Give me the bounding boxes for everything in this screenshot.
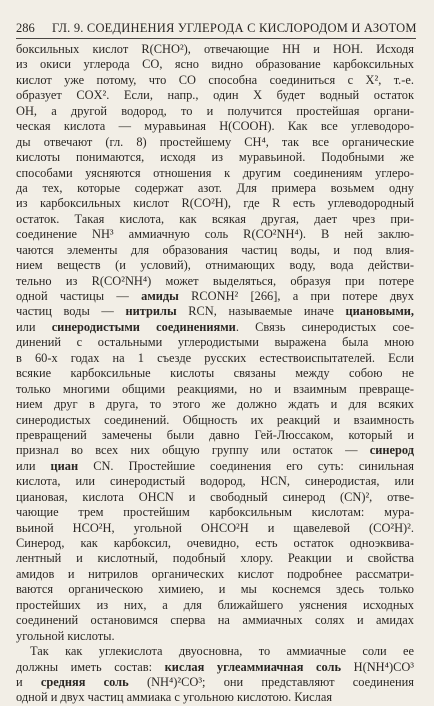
text-segment: да тех, которые содержат азот. Для примера возьмем одну <box>16 180 414 195</box>
text-line <box>16 258 414 273</box>
text-segment: или <box>16 458 51 473</box>
text-line <box>16 243 414 258</box>
header-rule <box>16 38 416 39</box>
text-line <box>16 289 414 304</box>
text-line <box>16 505 414 520</box>
page-header <box>16 20 416 36</box>
text-line <box>16 536 414 551</box>
text-line <box>16 629 414 644</box>
text-line <box>16 274 414 289</box>
text-segment: Так как углекислота двуосновна, то аммиачные соли ее <box>30 644 414 659</box>
text-segment: кислот уже потому, что CO способна соединиться с X², т.-е. <box>16 72 414 87</box>
text-segment: соединение NH³ аммиачную соль R(CO²NH⁴). В ней заклю- <box>16 227 414 242</box>
text-segment: ваются органическою химиею, и мы коснемся здесь только <box>16 582 414 597</box>
text-segment: ды отвечают (гл. 8) простейшему CH⁴, так все органические <box>16 134 414 149</box>
bold-term: амиды <box>141 289 179 303</box>
text-line <box>16 413 414 428</box>
running-title: ГЛ. 9. СОЕДИНЕНИЯ УГЛЕРОДА С КИСЛОРОДОМ И АЗОТОМ <box>52 21 417 35</box>
text-segment: остаток. Такая кислота, как всякая другая, дает чрез при- <box>16 211 414 226</box>
text-segment: RCN, называемые иначе <box>176 304 346 319</box>
text-segment: признал во всех них общую группу или остаток — <box>16 443 370 458</box>
text-line <box>16 490 414 505</box>
text-line <box>16 304 414 319</box>
bold-term: средняя соль <box>40 674 129 689</box>
text-segment: динений с остальными углеродистыми выражена была мною <box>16 335 414 350</box>
text-line <box>16 104 414 119</box>
text-line <box>16 521 414 536</box>
text-segment: чаются элементы для образования частиц воды, и под влия- <box>16 242 414 257</box>
text-segment: угольной кислоты. <box>16 628 115 643</box>
text-segment: циановая, кислота OHCN и свободный синерод (CN)², отве- <box>16 489 414 504</box>
bold-term: синерод <box>369 443 414 458</box>
text-line <box>16 675 414 690</box>
text-line <box>16 181 414 196</box>
text-segment: в 60-х годах на 1 съезде русских естествоиспытателей. Если <box>16 350 414 365</box>
text-line <box>16 690 414 705</box>
text-segment: лентный и кислотный, подобный хлору. Реакции и свойства <box>16 551 414 566</box>
text-segment: одной и двух частиц аммиака с угольною кислотою. Кислая <box>16 690 333 705</box>
text-segment: всякие карбоксильные кислоты связаны между собою не <box>16 366 414 381</box>
text-segment: нием друг в друга, то этого же должно ждать и для всяких <box>16 397 414 412</box>
text-segment: RCONH² [266], а при потере двух <box>178 289 414 303</box>
text-segment: превращений замечены были давно Гей-Люссаком, который и <box>16 427 414 442</box>
text-line <box>16 57 414 72</box>
text-line <box>16 135 414 150</box>
bold-term: нитрилы <box>125 304 177 319</box>
text-line <box>16 660 414 675</box>
body-text <box>16 42 414 706</box>
text-line <box>16 644 414 659</box>
text-line <box>16 212 414 227</box>
text-segment: синеродистых соединений. Общность их реакций и взаимность <box>16 412 414 427</box>
text-segment: способами уясняются отношения к другим соединениям углеро- <box>16 165 414 180</box>
text-segment: одной частицы — <box>16 289 142 303</box>
text-line <box>16 88 414 103</box>
text-segment: только многими общими реакциями, но и взаимным превраще- <box>16 381 414 396</box>
text-line <box>16 443 414 458</box>
text-line <box>16 366 414 381</box>
text-segment: из окиси углерода CO, ясно видно образование карбоксильных <box>16 57 414 72</box>
text-segment: вьиной HCO²H, угольной OHCO²H и щавелевой (CO²H)². <box>16 520 414 535</box>
text-segment: ческая кислота — муравьиная H(COOH). Как все углеводоро- <box>16 119 414 134</box>
text-line <box>16 598 414 613</box>
text-line <box>16 196 414 211</box>
text-segment: . Связь синеродистых сое- <box>235 319 414 334</box>
text-segment: простейших из них, а для ближайшего уяснения исходных <box>16 597 414 612</box>
text-segment: амидов и нитрилов органических кислот подробнее рассматри- <box>16 566 414 581</box>
text-segment: нием веществ (и условий), отнимающих воду, вода действи- <box>16 258 414 273</box>
text-segment: (NH⁴)²CO³; они представляют соединения <box>128 674 414 689</box>
text-line <box>16 227 414 242</box>
text-segment: CN. Простейшие соединения его суть: синильная <box>78 458 414 473</box>
text-line <box>16 382 414 397</box>
text-segment: должны иметь состав: <box>16 659 165 674</box>
text-line <box>16 582 414 597</box>
text-line <box>16 335 414 350</box>
text-segment: образует COX². Если, напр., один X будет водный остаток <box>16 88 414 103</box>
text-line <box>16 119 414 134</box>
page-number: 286 <box>16 21 35 35</box>
text-line <box>16 567 414 582</box>
text-segment: и <box>16 674 41 689</box>
text-segment: боксильных кислот R(CHO²), отвечающие HH и HOH. Исходя <box>16 42 414 56</box>
text-segment: тельно из R(CO²NH⁴) может выделяться, образуя при потере <box>16 273 414 288</box>
bold-term: кислая углеаммиачная соль <box>164 659 342 674</box>
text-line <box>16 166 414 181</box>
text-segment: чающие трем простейшим карбоксильным кислотам: мура- <box>16 505 414 520</box>
text-line <box>16 73 414 88</box>
text-line <box>16 551 414 566</box>
text-line <box>16 320 414 335</box>
text-segment: или <box>16 319 52 334</box>
text-line <box>16 351 414 366</box>
text-line <box>16 42 414 57</box>
text-segment: Синерод, как карбоксил, очевидно, есть остаток одноэквива- <box>16 536 414 550</box>
text-line <box>16 397 414 412</box>
text-segment: H(NH⁴)CO³ <box>341 659 414 674</box>
text-segment: из карбоксильных кислот R(CO²H), где R есть углеводородный <box>16 196 414 211</box>
text-segment: кислота, или синеродистый водород, HCN, синеродистая, или <box>16 474 414 489</box>
text-line <box>16 150 414 165</box>
text-segment: частиц воды — <box>16 304 126 319</box>
text-line <box>16 474 414 489</box>
text-segment: OH, а другой водород, то и получится простейшая органи- <box>16 103 414 118</box>
text-line <box>16 459 414 474</box>
text-line <box>16 428 414 443</box>
bold-term: циан <box>50 458 79 473</box>
text-segment: кислоты понимаются, исходя из муравьиной. Подобными же <box>16 150 414 165</box>
text-segment: соединений остановимся сперва на аммиачных солях и амидах <box>16 613 414 628</box>
bold-term: синеродистыми соединениями <box>51 319 236 334</box>
bold-term: циановыми, <box>345 304 414 319</box>
text-line <box>16 613 414 628</box>
